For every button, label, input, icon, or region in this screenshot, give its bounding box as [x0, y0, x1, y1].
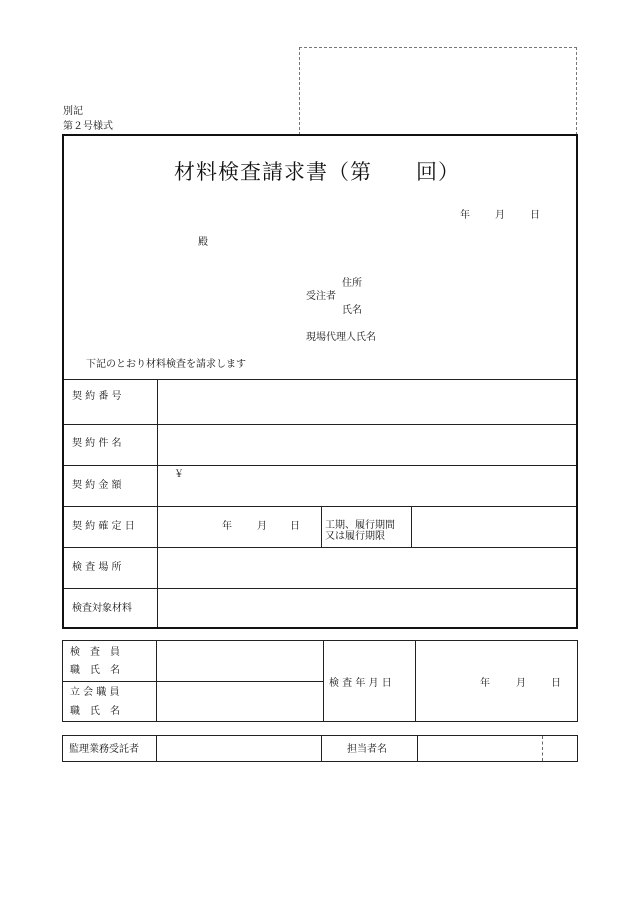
- addressee-suffix: 殿: [198, 237, 208, 248]
- person-in-charge-label: 担当者名: [347, 744, 387, 755]
- address-label: 住所: [342, 278, 362, 289]
- contract-date-month: 月: [257, 521, 267, 532]
- request-form: [62, 134, 578, 629]
- inspection-material-label: 検査対象材料: [72, 603, 132, 614]
- witness-label: 立 会 職 員: [70, 687, 120, 698]
- request-statement: 下記のとおり材料検査を請求します: [86, 359, 246, 370]
- form-title: 材料検査請求書（第 回）: [174, 160, 460, 184]
- period-label-line2: 又は履行期限: [325, 531, 385, 542]
- inspector-label: 検 査 員: [70, 647, 120, 658]
- witness-name-label: 職 氏 名: [70, 706, 120, 717]
- inspection-place-label: 検 査 場 所: [72, 562, 122, 573]
- date-day: 日: [530, 210, 540, 221]
- inspection-year: 年: [480, 678, 490, 689]
- agent-name-label: 現場代理人氏名: [306, 332, 376, 343]
- form-number: 第２号様式: [63, 121, 113, 132]
- contract-date-label: 契 約 確 定 日: [72, 521, 135, 532]
- contract-number-label: 契 約 番 号: [72, 391, 122, 402]
- inspection-month: 月: [516, 678, 526, 689]
- inspection-day: 日: [551, 678, 561, 689]
- date-year: 年: [460, 210, 470, 221]
- name-label: 氏名: [342, 305, 362, 316]
- contract-date-year: 年: [222, 521, 232, 532]
- yen-sign: ￥: [174, 469, 184, 480]
- inspector-name-label: 職 氏 名: [70, 665, 120, 676]
- inspection-table: [62, 640, 578, 722]
- contract-amount-label: 契 約 金 額: [72, 480, 122, 491]
- inspection-date-label: 検 査 年 月 日: [329, 678, 392, 689]
- contract-name-label: 契 約 件 名: [72, 438, 122, 449]
- period-label-line1: 工期、履行期間: [325, 520, 395, 531]
- supervisor-table: [62, 735, 578, 762]
- date-month: 月: [495, 210, 505, 221]
- note-label: 別記: [63, 106, 83, 117]
- contract-date-day: 日: [290, 521, 300, 532]
- contractor-label: 受注者: [306, 291, 336, 302]
- stamp-area: [299, 47, 577, 135]
- supervisor-contractor-label: 監理業務受託者: [69, 744, 139, 755]
